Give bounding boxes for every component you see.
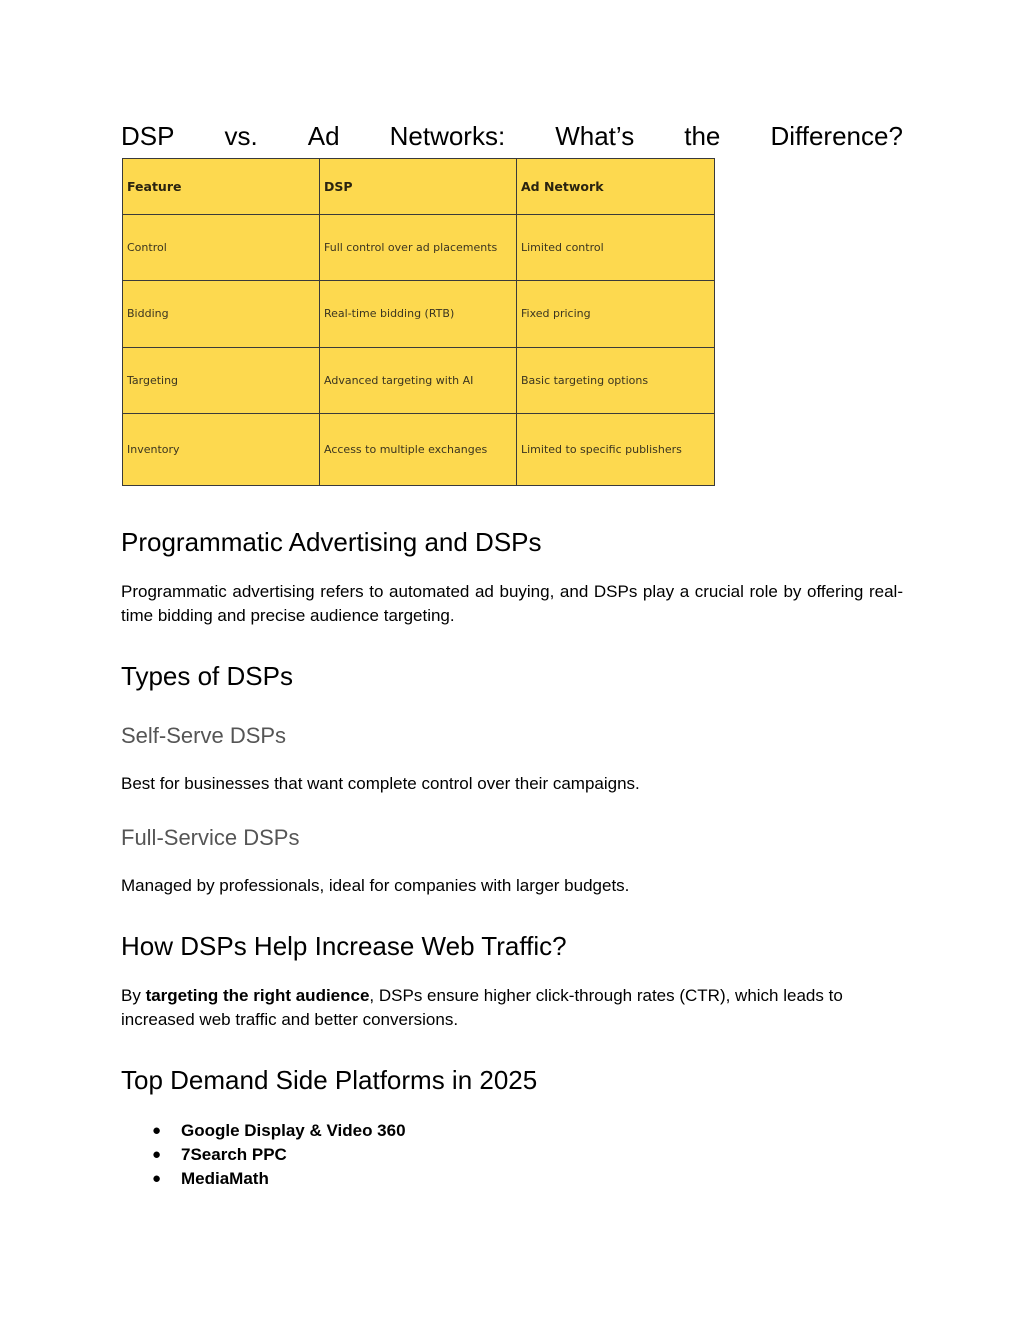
self-serve-heading: Self-Serve DSPs <box>121 723 287 748</box>
table-row <box>123 281 715 347</box>
table-cell: Limited control <box>517 215 715 281</box>
table-cell: Control <box>123 215 320 281</box>
table-cell: Full control over ad placements <box>320 215 517 281</box>
traffic-suffix: , DSPs ensure higher click-through rates (CTR), which leads to increased web traffic and better conversions. <box>121 986 843 1029</box>
table-cell: Fixed pricing <box>517 281 715 347</box>
top-platforms-list <box>121 1119 406 1191</box>
table-row <box>123 347 715 413</box>
table-row <box>123 413 715 485</box>
title-word: Ad <box>307 121 340 151</box>
title-word: What’s <box>555 121 635 151</box>
title-word: vs. <box>224 121 258 151</box>
table-header-row <box>123 159 715 215</box>
table-cell: Advanced targeting with AI <box>320 347 517 413</box>
full-service-paragraph: Managed by professionals, ideal for companies with larger budgets. <box>121 876 630 895</box>
table-header-cell: Feature <box>123 159 320 215</box>
full-service-heading: Full-Service DSPs <box>121 825 300 850</box>
table-cell: Access to multiple exchanges <box>320 413 517 485</box>
table-row <box>123 215 715 281</box>
table-cell: Basic targeting options <box>517 347 715 413</box>
table-cell: Real-time bidding (RTB) <box>320 281 517 347</box>
title-word: Networks: <box>389 121 506 151</box>
title-word: the <box>684 121 721 151</box>
table-cell: Bidding <box>123 281 320 347</box>
list-item-label: Google Display & Video 360 <box>181 1121 406 1140</box>
document-title <box>121 120 903 152</box>
types-heading: Types of DSPs <box>121 661 293 691</box>
table-header-cell: DSP <box>320 159 517 215</box>
list-item <box>121 1143 406 1167</box>
bullet-icon: ● <box>152 1170 162 1187</box>
bullet-icon: ● <box>152 1146 162 1163</box>
list-item-label: 7Search PPC <box>181 1145 287 1164</box>
table-header-cell: Ad Network <box>517 159 715 215</box>
list-item-label: MediaMath <box>181 1169 269 1188</box>
traffic-prefix: By <box>121 986 146 1005</box>
list-item <box>121 1119 406 1143</box>
title-word: DSP <box>121 121 175 151</box>
table-cell: Limited to specific publishers <box>517 413 715 485</box>
traffic-heading: How DSPs Help Increase Web Traffic? <box>121 931 567 961</box>
table-cell: Inventory <box>123 413 320 485</box>
bullet-icon: ● <box>152 1122 162 1139</box>
top-platforms-heading: Top Demand Side Platforms in 2025 <box>121 1065 538 1095</box>
traffic-paragraph <box>121 984 903 1032</box>
table-cell: Targeting <box>123 347 320 413</box>
traffic-bold-phrase: targeting the right audience <box>145 986 370 1005</box>
programmatic-heading: Programmatic Advertising and DSPs <box>121 527 542 557</box>
list-item <box>121 1167 406 1191</box>
title-word: Difference? <box>770 121 903 151</box>
self-serve-paragraph: Best for businesses that want complete control over their campaigns. <box>121 774 640 793</box>
comparison-table <box>122 158 715 486</box>
programmatic-paragraph: Programmatic advertising refers to automated ad buying, and DSPs play a crucial role by offering real-time bidding and precise audience targeting. <box>121 582 903 625</box>
